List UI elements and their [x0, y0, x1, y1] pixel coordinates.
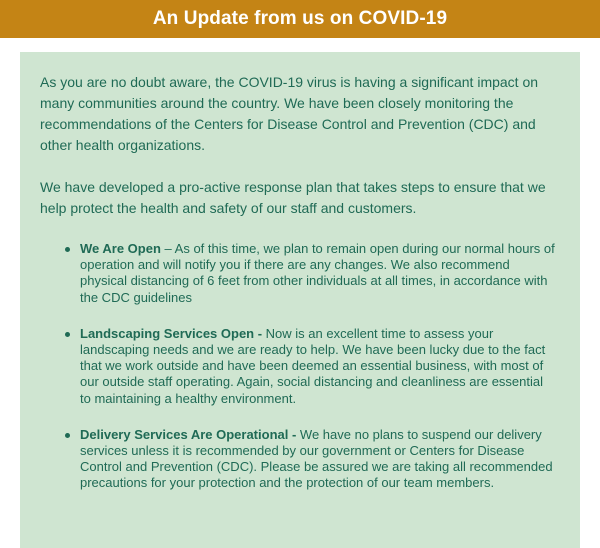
bullet-icon	[65, 332, 70, 337]
covid-notice-panel	[20, 52, 580, 548]
bullet-icon	[65, 433, 70, 438]
list-item-heading: Landscaping Services Open -	[80, 325, 266, 341]
update-banner	[0, 0, 600, 38]
response-plan-paragraph: We have developed a pro-active response plan that takes steps to ensure that we help protect the health and safety of our staff and customers.	[40, 179, 546, 216]
list-item-heading: Delivery Services Are Operational -	[80, 426, 300, 442]
list-item-we-are-open	[80, 241, 560, 306]
list-item-landscaping-services	[80, 326, 560, 407]
list-item-body: Now is an excellent time to assess your landscaping needs and we are ready to help. We have been lucky due to the fact that we work outside and have been deemed an essential business, with most of our outside staff operating. Again, social distancing and cleanliness are essential to maintaining a healthy environment.	[80, 325, 546, 406]
intro-paragraph: As you are no doubt aware, the COVID-19 virus is having a significant impact on many communities around the country. We have been closely monitoring the recommendations of the Centers for Disease Control and Prevention (CDC) and other health organizations.	[40, 74, 539, 153]
bullet-icon	[65, 247, 70, 252]
list-item-body: We have no plans to suspend our delivery services unless it is recommended by our government or Centers for Disease Control and Prevention (CDC). Please be assured we are taking all recommended precautions for your protection and the protection of our team members.	[80, 426, 553, 491]
banner-title: An Update from us on COVID-19	[152, 8, 448, 29]
list-item-body: – As of this time, we plan to remain open during our normal hours of operation and will notify you if there are any changes. We also recommend physical distancing of 6 feet from other individuals at all times, in accordance with the CDC guidelines	[80, 241, 555, 305]
list-item-delivery-services	[80, 427, 560, 492]
service-status-list	[40, 241, 560, 492]
list-item-heading: We Are Open	[80, 241, 161, 256]
